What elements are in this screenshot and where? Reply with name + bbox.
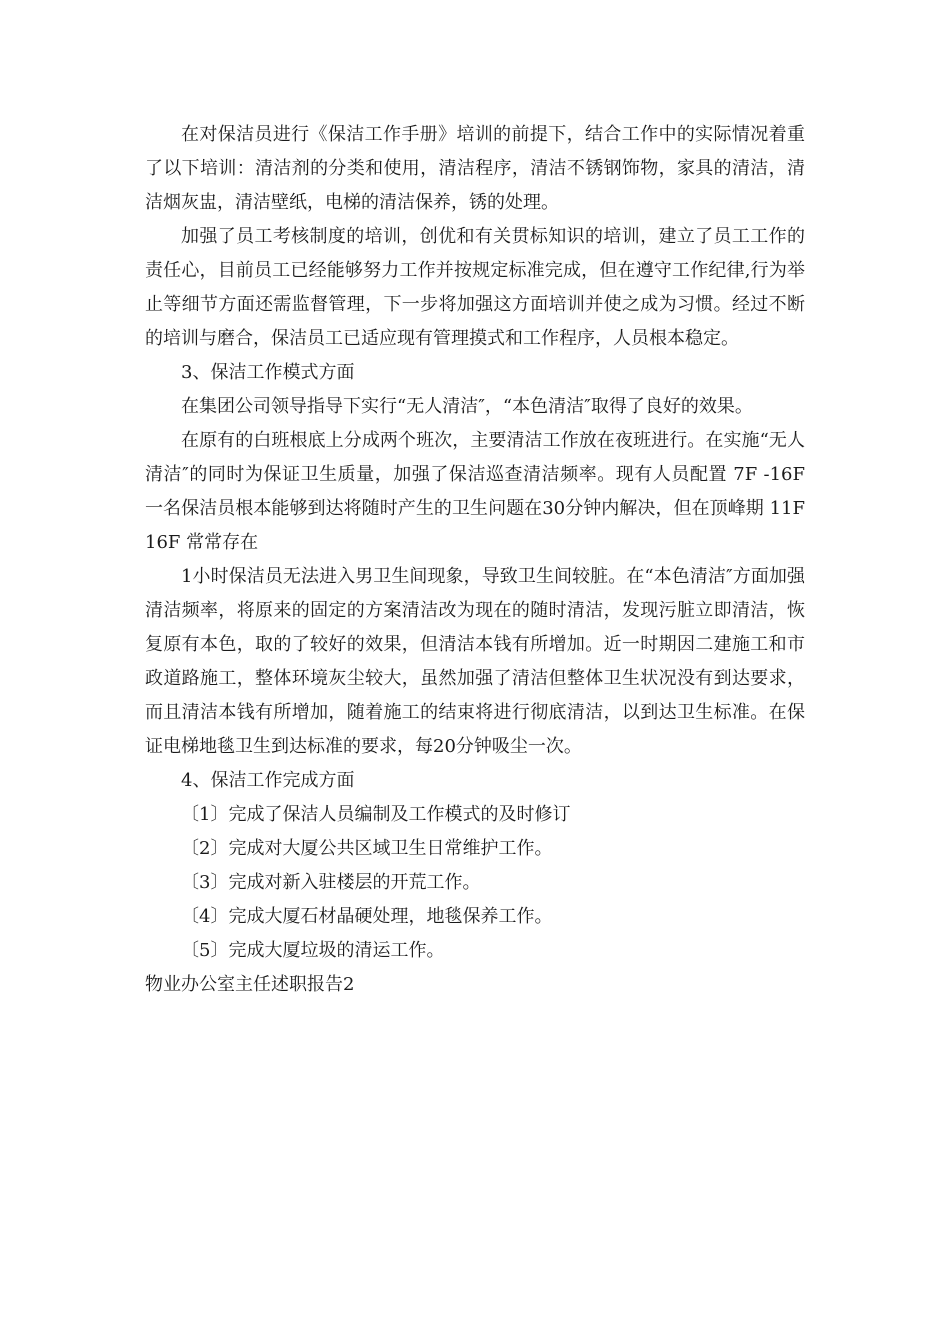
list-item-completion-5: 〔5〕完成大厦垃圾的清运工作。 (181, 940, 445, 961)
next-report-title: 物业办公室主任述职报告2 (145, 974, 355, 995)
list-item-completion-4: 〔4〕完成大厦石材晶硬处理，地毯保养工作。 (181, 906, 553, 927)
paragraph-cleaning-frequency: 1小时保洁员无法进入男卫生间现象，导致卫生间较脏。在“本色清洁″方面加强清洁频率，将原来的固定的方案清洁改为现在的随时清洁，发现污脏立即清洁，恢复原有本色，取的了较好的效果，但清洁本钱有所增加。近一时期因二建施工和市政道路施工，整体环境灰尘较大，虽然加强了清洁但整体卫生状况没有到达要求，而且清洁本钱有所增加，随着施工的结束将进行彻底清洁，以到达卫生标准。在保证电梯地毯卫生到达标准的要求，每20分钟吸尘一次。 (145, 566, 805, 757)
list-item-completion-3: 〔3〕完成对新入驻楼层的开荒工作。 (181, 872, 481, 893)
list-item-completion-2: 〔2〕完成对大厦公共区域卫生日常维护工作。 (181, 838, 553, 859)
document-body (145, 118, 805, 1002)
paragraph-training-content: 在对保洁员进行《保洁工作手册》培训的前提下，结合工作中的实际情况着重了以下培训：清洁剂的分类和使用，清洁程序，清洁不锈钢饰物，家具的清洁，清洁烟灰盅，清洁壁纸，电梯的清洁保养，锈的处理。 (145, 124, 805, 213)
list-item-completion-1: 〔1〕完成了保洁人员编制及工作模式的及时修订 (181, 804, 571, 825)
section-heading-cleaning-mode: 3、保洁工作模式方面 (181, 362, 355, 383)
section-heading-work-completion: 4、保洁工作完成方面 (181, 770, 355, 791)
paragraph-assessment-training: 加强了员工考核制度的培训，创优和有关贯标知识的培训，建立了员工工作的责任心，目前员工已经能够努力工作并按规定标准完成，但在遵守工作纪律,行为举止等细节方面还需监督管理，下一步将加强这方面培训并使之成为习惯。经过不断的培训与磨合，保洁员工已适应现有管理摸式和工作程序，人员根本稳定。 (145, 226, 805, 349)
paragraph-shift-arrangement: 在原有的白班根底上分成两个班次，主要清洁工作放在夜班进行。在实施“无人清洁″的同时为保证卫生质量，加强了保洁巡查清洁频率。现有人员配置 7F -16F 一名保洁员根本能够到达将随时产生的卫生问题在30分钟内解决，但在顶峰期 11F 16F 常常存在 (145, 430, 805, 553)
paragraph-cleaning-mode-intro: 在集团公司领导指导下实行“无人清洁″，“本色清洁″取得了良好的效果。 (181, 396, 753, 417)
